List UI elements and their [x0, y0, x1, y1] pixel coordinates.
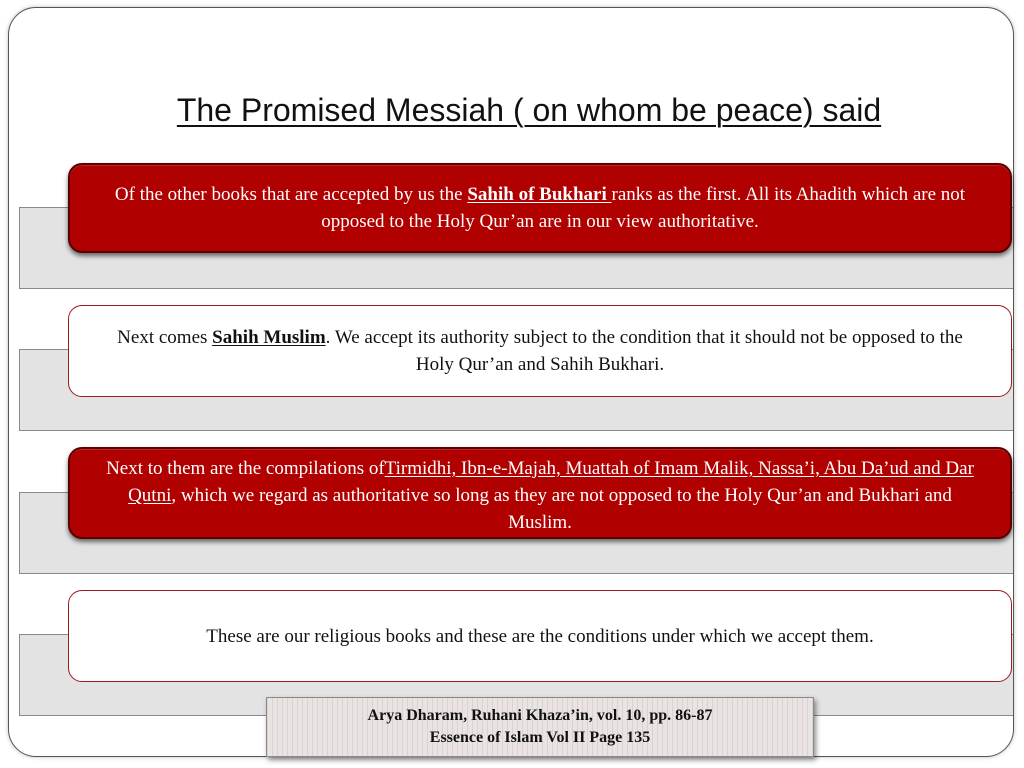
quote-block-compilations: [68, 447, 1012, 539]
book-name-bukhari: Sahih of Bukhari: [467, 184, 612, 205]
quote-text-part: . We accept its authority subject to the condition that it should not be opposed to the Holy Qur’an and Sahih Bukhari.: [325, 327, 963, 375]
quote-text-muslim: [97, 324, 983, 378]
quote-text-conclusion: These are our religious books and these are the conditions under which we accept them.: [206, 625, 874, 647]
quote-text-part: Of the other books that are accepted by us the: [114, 184, 468, 205]
quote-block-bukhari: [68, 163, 1012, 253]
quote-block-conclusion: [68, 590, 1012, 682]
quote-text-part: Next comes: [117, 327, 213, 348]
slide-title: The Promised Messiah ( on whom be peace) said: [176, 92, 882, 128]
quote-text-bukhari: [98, 181, 982, 235]
quote-text-part: , which we regard as authoritative so long as they are not opposed to the Holy Qur’an and Bukhari and Muslim.: [171, 485, 952, 533]
citation-line-2: Essence of Islam Vol II Page 135: [429, 729, 651, 746]
quote-block-muslim: [68, 305, 1012, 397]
book-name-muslim: Sahih Muslim: [212, 327, 326, 348]
citation-line-1: Arya Dharam, Ruhani Khaza’in, vol. 10, pp. 86-87: [367, 707, 713, 724]
quote-text-part: Next to them are the compilations of: [106, 458, 385, 479]
quote-text-part: ranks as the first. All its Ahadith which are not opposed to the Holy Qur’an are in our view authoritative.: [321, 184, 966, 232]
citation-box: [266, 697, 814, 757]
book-names-compilations: Tirmidhi, Ibn-e-Majah, Muattah of Imam Malik, Nassa’i, Abu Da’ud and Dar Qutni: [128, 458, 974, 506]
quote-text-compilations: [98, 455, 982, 536]
